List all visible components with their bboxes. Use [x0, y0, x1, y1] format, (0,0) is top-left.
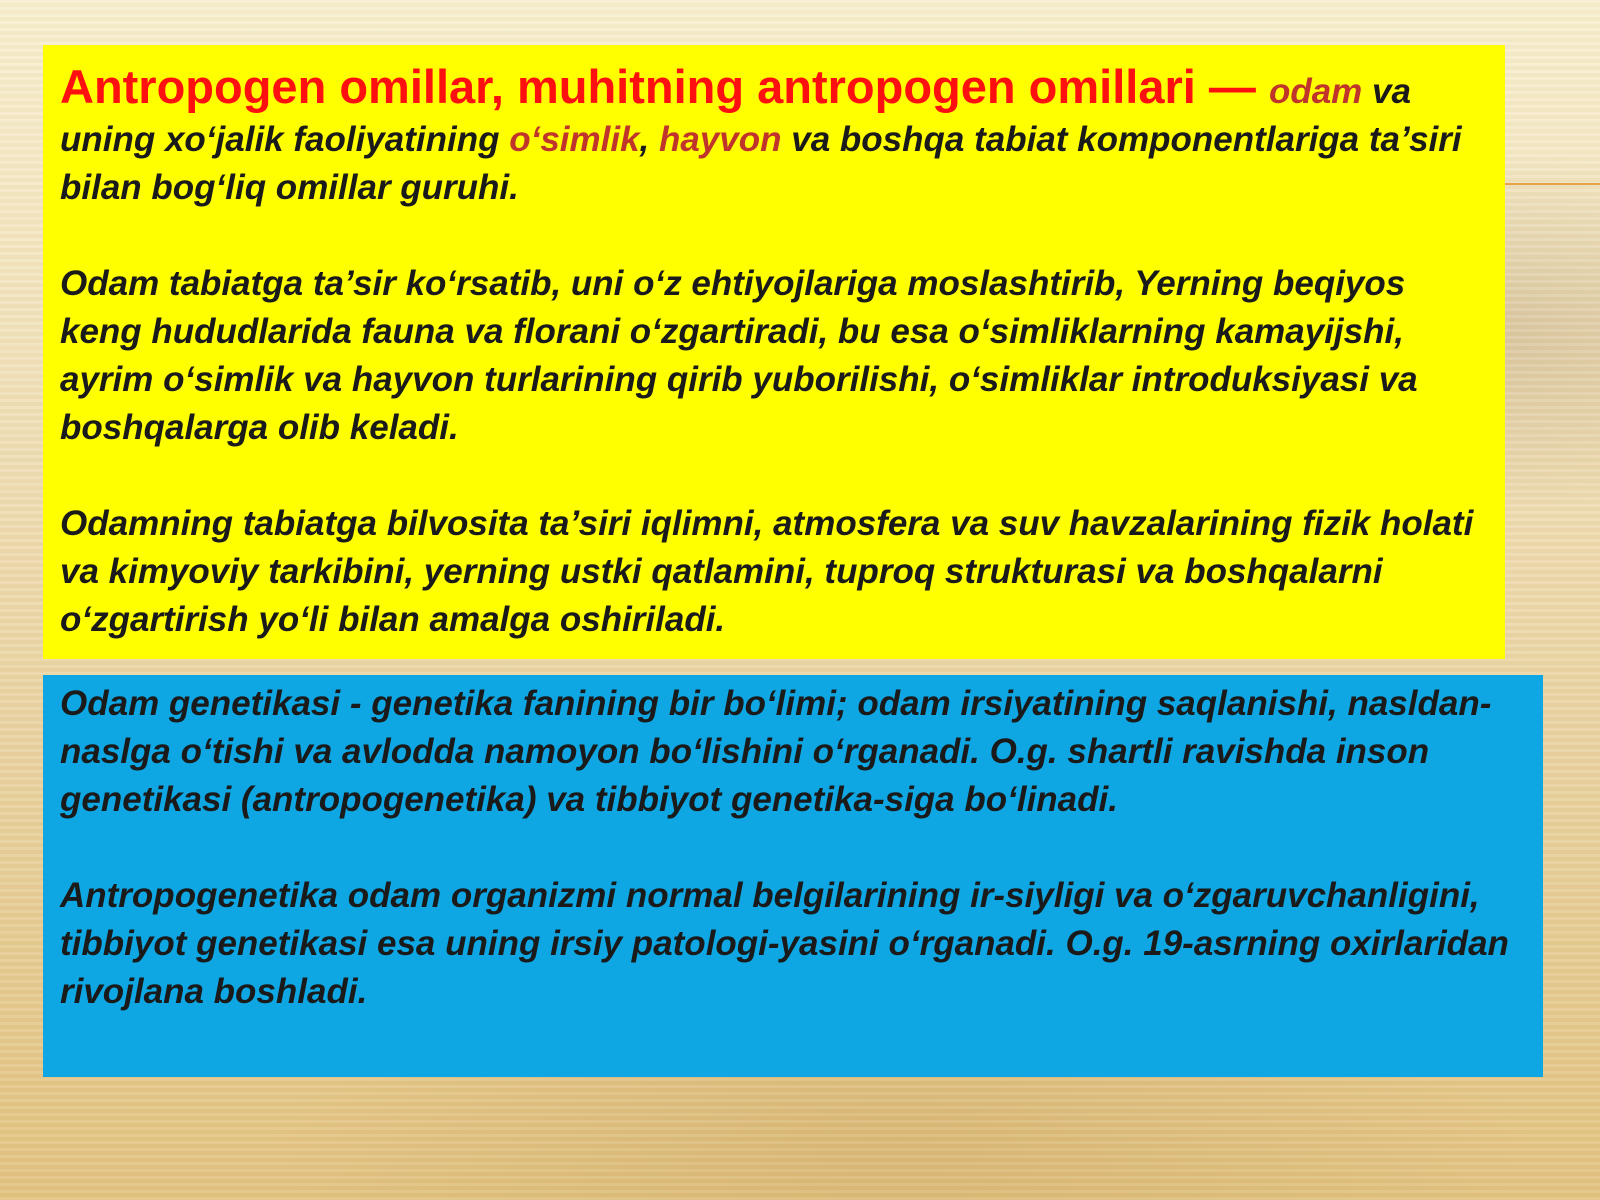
paragraph-antropogenetika: Antropogenetika odam organizmi normal belgilarining ir-siyligi va o‘zgaruvchanligini, tibbiyot genetikasi esa uning irsiy patologi-yasini o‘rganadi. O.g. 19-asrning oxirlaridan rivojlana boshladi.	[60, 876, 1509, 1011]
heading-antropogen-omillar: Antropogen omillar, muhitning antropogen omillari —	[60, 60, 1269, 113]
definition-text-part-1: va uning xo‘jalik faoliyatining	[60, 72, 1411, 159]
link-odam[interactable]: odam	[1268, 72, 1363, 111]
decorative-accent-line	[1505, 183, 1600, 185]
link-hayvon[interactable]: hayvon	[659, 120, 782, 159]
paragraph-definition	[60, 60, 1489, 212]
paragraph-human-influence: Odam tabiatga ta’sir ko‘rsatib, uni o‘z ehtiyojlariga moslashtirib, Yerning beqiyos keng hududlarida fauna va florani o‘zgartiradi, bu esa o‘simliklarning kamayijshi, ayrim o‘simlik va hayvon turlarining qirib yuborilishi, o‘simliklar introduksiyasi va boshqalarga olib keladi.	[60, 264, 1418, 447]
definition-text-part-3: va boshqa tabiat komponentlariga ta’siri bilan bog‘liq omillar guruhi.	[60, 120, 1462, 207]
definition-box-antropogen	[43, 45, 1505, 659]
paragraph-spacer	[60, 824, 1531, 872]
paragraph-spacer	[60, 212, 1489, 260]
definition-box-genetika	[43, 675, 1543, 1077]
paragraph-odam-genetikasi: Odam genetikasi - genetika fanining bir bo‘limi; odam irsiyatining saqlanishi, nasldan-naslga o‘tishi va avlodda namoyon bo‘lishini o‘rganadi. O.g. shartli ravishda inson genetikasi (antropogenetika) va tibbiyot genetika-siga bo‘linadi.	[60, 684, 1492, 819]
paragraph-spacer	[60, 452, 1489, 500]
definition-text-part-2: ,	[639, 120, 659, 159]
paragraph-indirect-influence: Odamning tabiatga bilvosita ta’siri iqlimni, atmosfera va suv havzalarining fizik holati va kimyoviy tarkibini, yerning ustki qatlamini, tuproq strukturasi va boshqalarni o‘zgartirish yo‘li bilan amalga oshiriladi.	[60, 504, 1474, 639]
link-osimlik[interactable]: o‘simlik	[509, 120, 640, 159]
